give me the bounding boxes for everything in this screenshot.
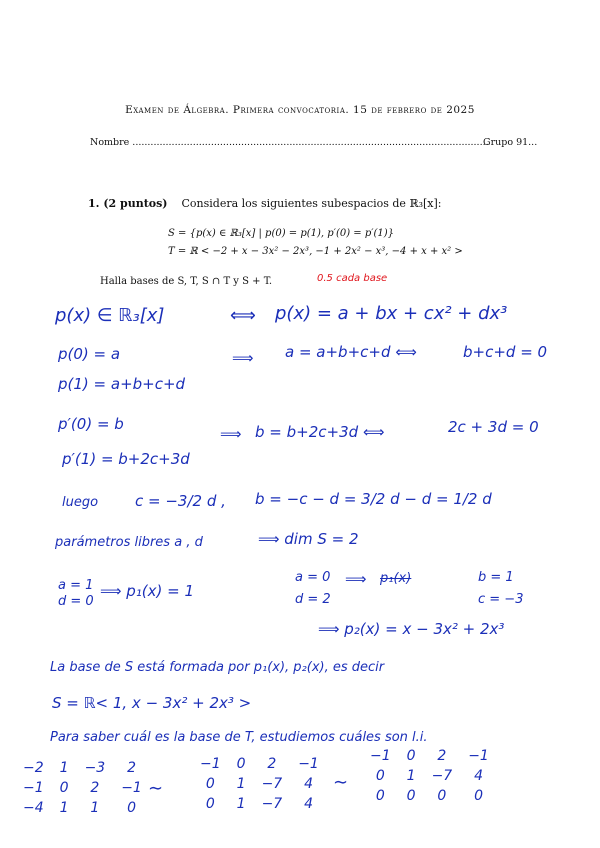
matrix-cell: 4	[304, 776, 313, 792]
matrix-cell: 1	[59, 760, 69, 776]
subspace-S-definition: S = {p(x) ∈ ℝ₃[x] | p(0) = p(1), p′(0) = p′(1)}	[168, 228, 395, 239]
matrix-cell: −1	[121, 780, 142, 796]
matrix-cell: 4	[474, 768, 483, 784]
matrix-cell: 0	[375, 788, 385, 804]
hw-line6-a: luego	[62, 495, 99, 510]
grade-note: 0.5 cada base	[317, 273, 388, 284]
matrix-cell: 4	[304, 796, 313, 812]
approx-sign-2: ∼	[333, 772, 349, 793]
matrix-row	[15, 798, 150, 818]
matrix-cell: −7	[261, 796, 283, 812]
hw-line7-b: ⟹ dim S = 2	[258, 530, 359, 548]
hw-line1-b: ⟺	[230, 305, 256, 326]
hw-line2-b: ⟹	[232, 349, 254, 367]
hw-line2-c: a = a+b+c+d ⟺	[285, 343, 417, 361]
hw-line7-a: parámetros libres a , d	[55, 535, 203, 550]
matrix-cell: 2	[127, 760, 136, 776]
group-line: Grupo 91...	[483, 137, 538, 148]
matrix-row	[192, 794, 327, 814]
hw-line2-a: p(0) = a	[58, 345, 121, 363]
matrix-1	[15, 758, 150, 818]
matrix-cell: 1	[406, 768, 416, 784]
hw-line6-c: b = −c − d = 3/2 d − d = 1/2 d	[255, 490, 492, 508]
matrix-cell: 0	[127, 800, 136, 816]
hw-line8-b: d = 0	[58, 594, 94, 609]
matrix-row	[192, 754, 327, 774]
matrix-cell: −1	[23, 780, 44, 796]
matrix-cell: 0	[205, 796, 215, 812]
hw-line12: Para saber cuál es la base de T, estudiemos cuáles son l.i.	[50, 730, 428, 745]
matrix-cell: 0	[406, 788, 416, 804]
hw-line8-f: ⟹	[345, 570, 367, 588]
hw-line8-c: ⟹ p₁(x) = 1	[100, 582, 195, 600]
hw-line8-struck: p₁(x)	[380, 571, 412, 586]
hw-line2-d: b+c+d = 0	[463, 343, 548, 361]
matrix-cell: 1	[90, 800, 100, 816]
matrix-cell: 0	[437, 788, 447, 804]
matrix-row	[15, 758, 150, 778]
question-statement: Considera los siguientes subespacios de ℝ₃[x]:	[181, 197, 442, 210]
hw-line4-d: 2c + 3d = 0	[448, 418, 539, 436]
hw-line8-d: a = 0	[295, 570, 331, 585]
hw-line9: ⟹ p₂(x) = x − 3x² + 2x³	[318, 620, 505, 638]
approx-sign-1: ∼	[148, 778, 164, 799]
matrix-row	[362, 786, 497, 806]
hw-line1-a: p(x) ∈ ℝ₃[x]	[55, 305, 165, 326]
matrix-cell: −7	[261, 776, 283, 792]
matrix-row	[362, 766, 497, 786]
hw-line8-g: b = 1	[478, 570, 514, 585]
exam-title: Examen de Álgebra. Primera convocatoria. 15 de febrero de 2025	[125, 104, 475, 116]
matrix-cell: 0	[205, 776, 215, 792]
matrix-cell: 1	[236, 776, 246, 792]
matrix-2	[192, 754, 327, 814]
hw-line1-c: p(x) = a + bx + cx² + dx³	[275, 303, 508, 324]
matrix-cell: 0	[59, 780, 69, 796]
matrix-cell: 0	[406, 748, 416, 764]
matrix-cell: 2	[267, 756, 277, 772]
hw-line3: p(1) = a+b+c+d	[58, 375, 186, 393]
matrix-cell: 0	[474, 788, 483, 804]
matrix-cell: −1	[468, 748, 489, 764]
hw-line4-a: p′(0) = b	[58, 415, 124, 433]
matrix-cell: −2	[23, 760, 44, 776]
question-number-points: 1. (2 puntos)	[88, 197, 168, 210]
name-line: Nombre ......................................................................................................................	[90, 137, 489, 148]
matrix-row	[192, 774, 327, 794]
matrix-cell: −1	[298, 756, 319, 772]
matrix-cell: −7	[431, 768, 453, 784]
task-text: Halla bases de S, T, S ∩ T y S + T.	[100, 276, 273, 287]
subspace-T-definition: T = ℝ < −2 + x − 3x² − 2x³, −1 + 2x² − x³, −4 + x + x² >	[168, 246, 463, 257]
matrix-row	[362, 746, 497, 766]
hw-line8-e: d = 2	[295, 592, 331, 607]
hw-line10: La base de S está formada por p₁(x), p₂(x), es decir	[50, 660, 385, 675]
matrix-cell: 1	[59, 800, 69, 816]
matrix-cell: 2	[437, 748, 447, 764]
hw-line8-h: c = −3	[478, 592, 524, 607]
matrix-row	[15, 778, 150, 798]
matrix-cell: −1	[370, 748, 391, 764]
hw-line6-b: c = −3/2 d ,	[135, 492, 226, 510]
hw-line8-a: a = 1	[58, 578, 94, 593]
hw-line11: S = ℝ< 1, x − 3x² + 2x³ >	[52, 694, 252, 712]
matrix-cell: −3	[84, 760, 106, 776]
hw-line5: p′(1) = b+2c+3d	[62, 450, 190, 468]
matrix-3	[362, 746, 497, 806]
hw-line4-c: b = b+2c+3d ⟺	[255, 423, 385, 441]
matrix-cell: 2	[90, 780, 100, 796]
matrix-cell: −4	[23, 800, 44, 816]
question-heading	[88, 197, 441, 210]
matrix-cell: 0	[375, 768, 385, 784]
matrix-cell: 0	[236, 756, 246, 772]
matrix-cell: −1	[200, 756, 221, 772]
hw-line4-b: ⟹	[220, 425, 242, 443]
matrix-cell: 1	[236, 796, 246, 812]
